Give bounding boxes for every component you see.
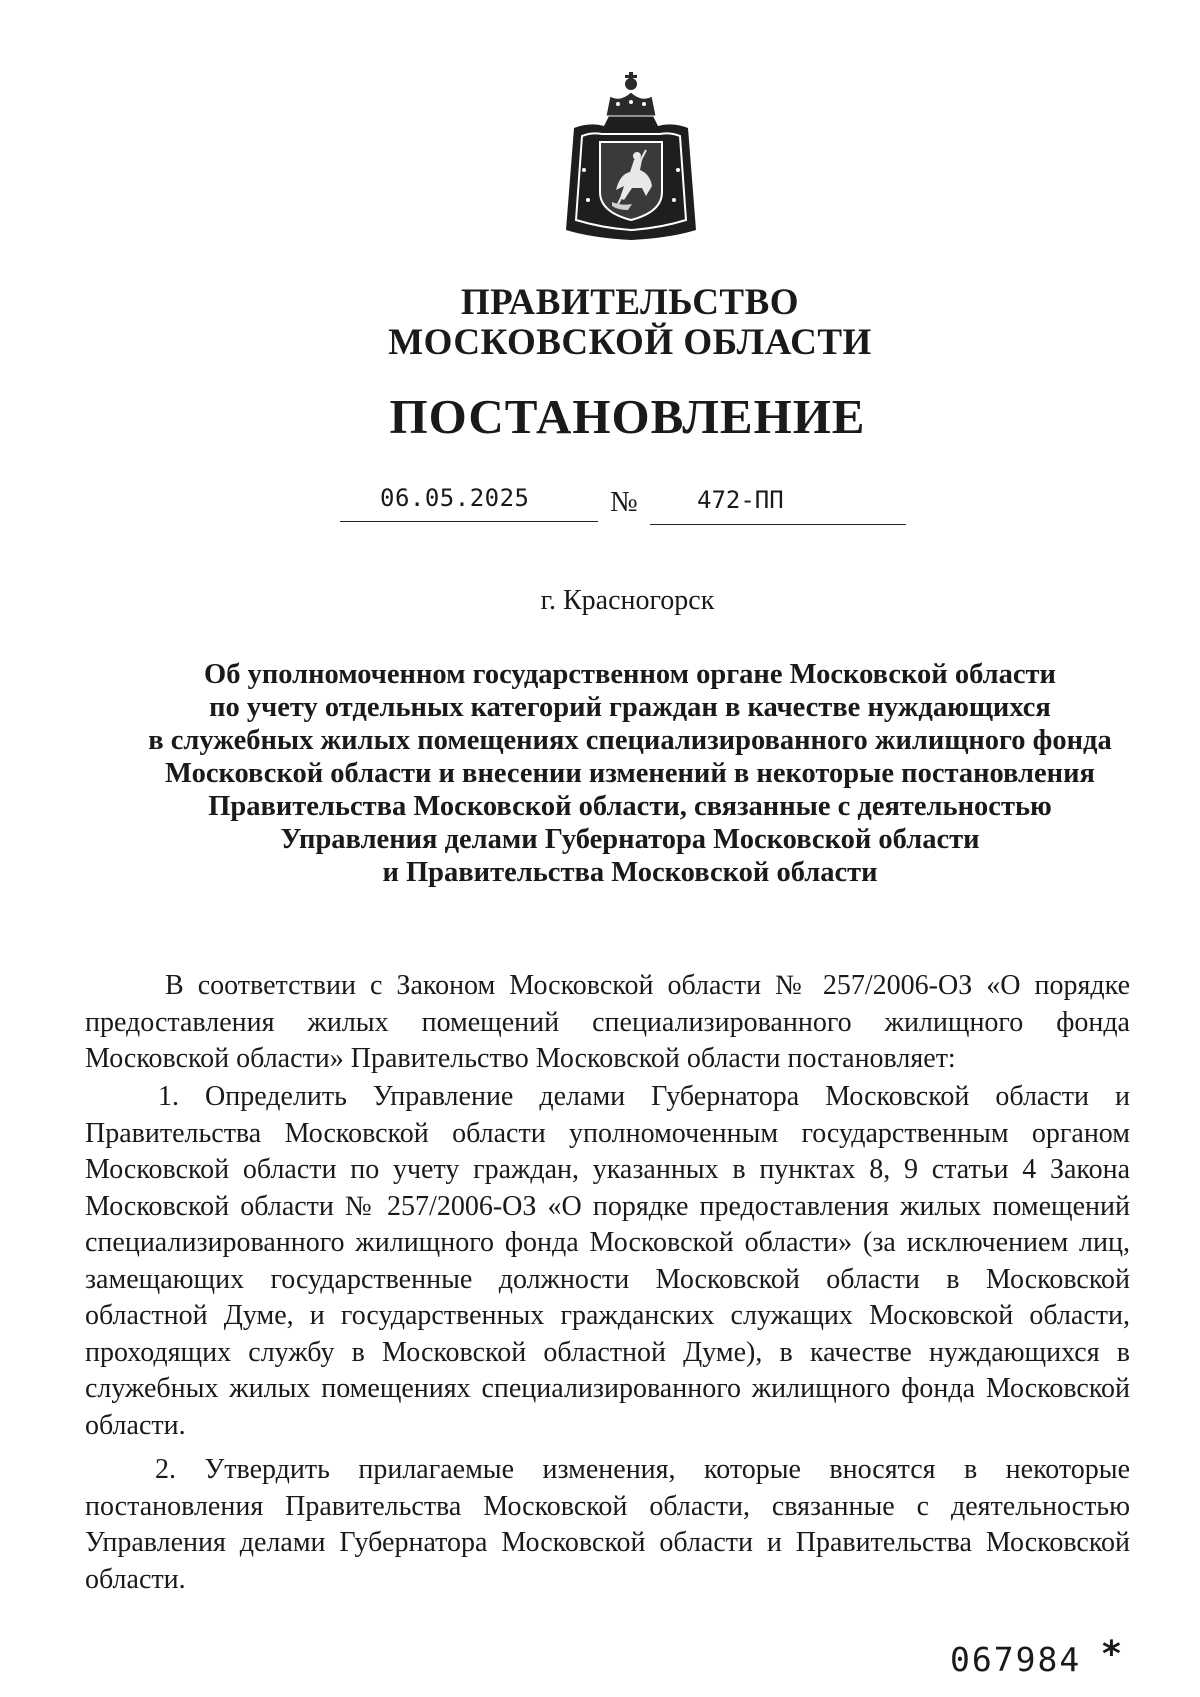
heading-line: Управления делами Губернатора Московской области xyxy=(280,824,980,855)
document-heading xyxy=(130,658,1130,889)
number-underline xyxy=(650,523,906,525)
heading-line: Об уполномоченном государственном органе Московской области xyxy=(204,659,1056,690)
heading-line: Московской области и внесении изменений в некоторые постановления xyxy=(165,758,1095,789)
moscow-oblast-coat-of-arms-icon xyxy=(560,70,702,248)
document-serial-code: 067984 xyxy=(950,1640,1082,1679)
heading-line: в служебных жилых помещениях специализированного жилищного фонда xyxy=(148,725,1112,756)
government-name-line2: МОСКОВСКОЙ ОБЛАСТИ xyxy=(388,322,872,363)
heading-line: и Правительства Московской области xyxy=(382,857,878,888)
clause-1-paragraph: 1. Определить Управление делами Губернатора Московской области и Правительства Московской области уполномоченным государственным органом Московской области по учету граждан, указанных в пунктах 8, 9 статьи 4 Закона Московской области № 257/2006-ОЗ «О порядке предоставления жилых помещений специализированного жилищного фонда Московской области» (за исключением лиц, замещающих государственные должности Московской области в Московской областной Думе, и государственных гражданских служащих Московской области, проходящих службу в Московской областной Думе), в качестве нуждающихся в служебных жилых помещениях специализированного жилищного фонда Московской области. xyxy=(85,1081,1130,1441)
serial-mark: * xyxy=(1102,1634,1121,1675)
document-type-title: ПОСТАНОВЛЕНИЕ xyxy=(389,389,866,444)
document-date: 06.05.2025 xyxy=(380,484,530,512)
date-underline xyxy=(340,520,598,522)
number-sign: № xyxy=(610,486,638,518)
heading-line: по учету отдельных категорий граждан в качестве нуждающихся xyxy=(209,692,1051,723)
heading-line: Правительства Московской области, связанные с деятельностью xyxy=(208,791,1052,822)
document-number: 472-ПП xyxy=(697,486,784,514)
preamble-paragraph: В соответствии с Законом Московской области № 257/2006-ОЗ «О порядке предоставления жилых помещений специализированного жилищного фонда Московской области» Правительство Московской области постановляет: xyxy=(85,970,1130,1074)
issue-city: г. Красногорск xyxy=(540,585,715,616)
clause-2-paragraph: 2. Утвердить прилагаемые изменения, которые вносятся в некоторые постановления Правительства Московской области, связанные с деятельностью Управления делами Губернатора Московской области и Правительства Московской области. xyxy=(85,1454,1130,1595)
government-name-line1: ПРАВИТЕЛЬСТВО xyxy=(460,282,800,323)
